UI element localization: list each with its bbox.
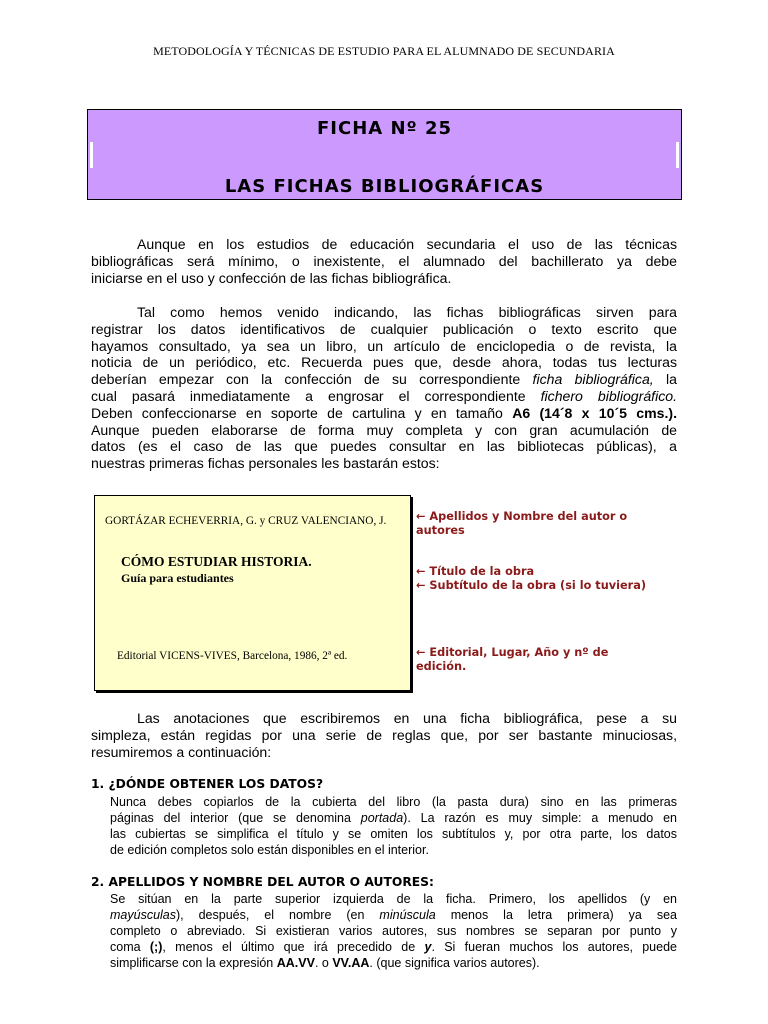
decorative-mark xyxy=(90,142,93,168)
paragraph-2: Tal como hemos venido indicando, las fichas bibliográficas sirven para registrar los datos identificativos de cualquier publicación o texto escrito que hayamos consultado, ya sea un libro, un artículo de enciclopedia o de revista, la noticia de un periódico, etc. Recuerda pues que, desde ahora, todas tus lecturas deberían empezar con la confección de su correspondiente ficha bibliográfica, la cual pasará inmediatamente a engrosar el correspondiente fichero bibliográfico. Deben confeccionarse en soporte de cartulina y en tamaño A6 (14´8 x 10´5 cms.). Aunque pueden elaborarse de forma muy completa y con gran acumulación de datos (es el caso de las que puedes consultar en las bibliotecas públicas), a nuestras primeras fichas personales les bastarán estos: xyxy=(91,304,678,472)
card-book-title: CÓMO ESTUDIAR HISTORIA. xyxy=(121,554,312,569)
sheet-number: FICHA Nº 25 xyxy=(317,118,452,139)
note-author: ← Apellidos y Nombre del autor o autores xyxy=(416,510,628,537)
intro-paragraph: Aunque en los estudios de educación secundaria el uso de las técnicas bibliográficas será mínimo, o inexistente, el alumnado del bachillerato ya debe iniciarse en el uso y confección de las fichas bibliográfica. xyxy=(91,236,677,286)
sample-bibliographic-card xyxy=(94,495,411,691)
page-title: LAS FICHAS BIBLIOGRÁFICAS xyxy=(224,176,545,197)
paragraph-3: Las anotaciones que escribiremos en una ficha bibliográfica, pese a su simpleza, están regidas por una serie de reglas que, por ser bastante minuciosas, resumiremos a continuación: xyxy=(91,710,677,760)
note-edition: ← Editorial, Lugar, Año y nº de edición. xyxy=(416,646,609,673)
title-box xyxy=(87,109,682,200)
section-1-heading: 1. ¿DÓNDE OBTENER LOS DATOS? xyxy=(91,777,324,791)
note-title: ← Título de la obra xyxy=(416,565,535,578)
section-2-body: Se sitúan en la parte superior izquierda de la ficha. Primero, los apellidos (y en mayúsculas), después, el nombre (en minúscula menos la letra primera) ya sea completo o abreviado. Si existieran varios autores, sus nombres se separan por punto y coma (;), menos el último que irá precedido de y. Si fueran muchos los autores, puede simplificarse con la expresión AA.VV. o VV.AA. (que significa varios autores). xyxy=(110,892,677,970)
decorative-mark xyxy=(676,142,679,168)
page-header: METODOLOGÍA Y TÉCNICAS DE ESTUDIO PARA EL ALUMNADO DE SECUNDARIA xyxy=(153,44,615,58)
section-2-heading: 2. APELLIDOS Y NOMBRE DEL AUTOR O AUTORES: xyxy=(91,875,434,889)
card-author: GORTÁZAR ECHEVERRIA, G. y CRUZ VALENCIANO, J. xyxy=(105,515,387,527)
card-subtitle: Guía para estudiantes xyxy=(121,571,234,585)
note-subtitle: ← Subtítulo de la obra (si lo tuviera) xyxy=(416,579,646,592)
section-1-body: Nunca debes copiarlos de la cubierta del libro (la pasta dura) sino en las primeras páginas del interior (que se denomina portada). La razón es muy simple: a menudo en las cubiertas se simplifica el título y se omiten los subtítulos y, por otra parte, los datos de edición completos solo están disponibles en el interior. xyxy=(110,795,677,857)
card-publisher: Editorial VICENS-VIVES, Barcelona, 1986, 2ª ed. xyxy=(117,650,348,662)
